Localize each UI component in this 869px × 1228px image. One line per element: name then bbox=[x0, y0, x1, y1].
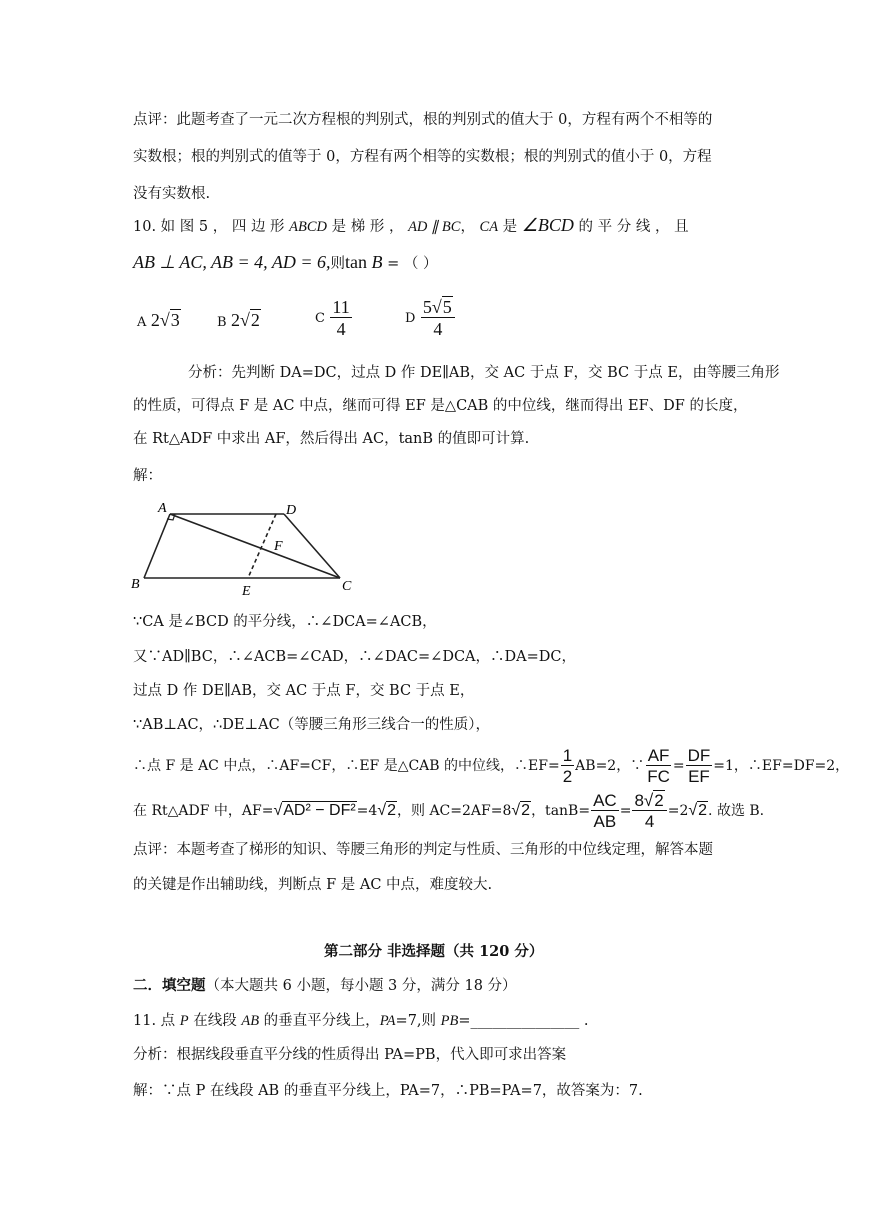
option-c-label: C bbox=[315, 311, 325, 326]
option-c-fraction: $\frac{11}{4}$ bbox=[332, 297, 350, 339]
fraction-half: $\frac{1}{2}$ bbox=[562, 746, 573, 786]
fraction-af-fc: $\frac{AF}{FC}$ bbox=[647, 746, 670, 786]
comment-q10-line2: 的关键是作出辅助线，判断点 F 是 AC 中点，难度较大. bbox=[133, 877, 493, 893]
q10-conditions: AB ⊥ AC, AB = 4, AD = 6, bbox=[133, 252, 331, 272]
step6-text-a: 在 Rt△ADF 中，AF= bbox=[133, 803, 274, 819]
q11-blank: =_______________ . bbox=[458, 1013, 589, 1029]
q10-then: 则 bbox=[330, 256, 345, 272]
option-a-sqrt: √3 bbox=[159, 310, 180, 330]
label-d: D bbox=[286, 503, 297, 518]
step6-text-b: =4 bbox=[356, 803, 378, 819]
q10-stem-line1 bbox=[133, 215, 689, 237]
option-c bbox=[315, 298, 353, 338]
q10-abcd: ABCD bbox=[289, 219, 328, 235]
comment-q10-line1: 点评：本题考查了梯形的知识、等腰三角形的判定与性质、三角形的中位线定理，解答本题 bbox=[133, 842, 713, 858]
q10-stem-d: 是 bbox=[498, 219, 522, 235]
q10-stem-c: ， bbox=[460, 219, 480, 235]
step6-text-g: . 故选 B. bbox=[708, 803, 765, 819]
q11-text-b: 在线段 bbox=[188, 1013, 242, 1029]
q11-pb: PB bbox=[440, 1013, 459, 1029]
q11-text-a: 11. 点 bbox=[133, 1013, 180, 1029]
step6-text-c: ，则 AC=2AF=8 bbox=[397, 803, 512, 819]
comment-q9-line1: 点评：此题考查了一元二次方程根的判别式，根的判别式的值大于 0，方程有两个不相等的 bbox=[133, 112, 713, 128]
step5-text-b: AB=2，∵ bbox=[575, 758, 645, 774]
step6-equals: = bbox=[619, 803, 632, 819]
q10-ca: CA bbox=[479, 219, 499, 235]
solution-step4: ∵AB⊥AC，∴DE⊥AC（等腰三角形三线合一的性质）， bbox=[133, 717, 490, 733]
q10-bracket: = （ ） bbox=[382, 256, 438, 272]
q10-parallel: AD ∥ BC bbox=[408, 219, 461, 235]
q11-stem bbox=[133, 1011, 588, 1031]
fraction-8root2-4: $\frac{8√2}{4}$ bbox=[632, 792, 666, 830]
q11-solution: 解：∵点 P 在线段 AB 的垂直平分线上，PA=7，∴PB=PA=7，故答案为：7. bbox=[133, 1083, 643, 1099]
step5-equals: = bbox=[672, 758, 685, 774]
option-b-sqrt: √2 bbox=[240, 310, 260, 330]
q11-text-d: =7,则 bbox=[395, 1013, 441, 1029]
label-f: F bbox=[274, 539, 283, 554]
step5-text-c: =1，∴EF=DF=2， bbox=[713, 758, 850, 774]
label-c: C bbox=[342, 579, 352, 594]
q10-tan: tan B bbox=[344, 252, 383, 272]
section-heading-rest: （本大题共 6 小题，每小题 3 分，满分 18 分） bbox=[205, 978, 517, 994]
option-a-coef: 2 bbox=[150, 310, 160, 330]
section-heading-bold: 二．填空题 bbox=[133, 977, 206, 994]
step6-text-d: ，tanB= bbox=[531, 803, 591, 819]
option-d bbox=[405, 298, 456, 338]
q11-analysis: 分析：根据线段垂直平分线的性质得出 PA=PB，代入即可求出答案 bbox=[133, 1047, 567, 1063]
q10-stem-e: 的 平 分 线 ， 且 bbox=[573, 219, 689, 235]
q10-stem-line2 bbox=[133, 252, 437, 274]
q11-p: P bbox=[179, 1013, 189, 1029]
step5-text-a: ∴点 F 是 AC 中点，∴AF=CF，∴EF 是△CAB 的中位线，∴EF= bbox=[133, 758, 560, 774]
option-d-fraction: $\frac{5√5}{4}$ bbox=[421, 298, 455, 338]
option-d-label: D bbox=[405, 311, 416, 326]
sqrt-two-1: √2 bbox=[377, 802, 396, 819]
fraction-ac-ab: $\frac{AC}{AB}$ bbox=[593, 791, 617, 831]
label-b: B bbox=[131, 577, 140, 592]
comment-q9-line2: 实数根；根的判别式的值等于 0，方程有两个相等的实数根；根的判别式的值小于 0，方程 bbox=[133, 149, 712, 165]
q10-stem-a: 10. 如 图 5 ， 四 边 形 bbox=[133, 219, 290, 235]
option-b bbox=[217, 310, 261, 331]
sqrt-two-3: √2 bbox=[688, 802, 708, 819]
solution-step6 bbox=[133, 790, 764, 832]
sqrt-af: √AD² − DF² bbox=[273, 802, 356, 819]
label-a: A bbox=[158, 501, 167, 516]
option-b-label: B bbox=[217, 315, 227, 330]
option-a bbox=[137, 310, 181, 331]
q10-stem-b: 是 梯 形 ， bbox=[327, 219, 409, 235]
q11-ab: AB bbox=[241, 1013, 260, 1029]
analysis-line2: 的性质，可得点 F 是 AC 中点，继而可得 EF 是△CAB 的中位线，继而得出 EF、DF 的长度， bbox=[133, 398, 748, 414]
solution-step2: 又∵AD∥BC，∴∠ACB=∠CAD，∴∠DAC=∠DCA，∴DA=DC， bbox=[133, 649, 576, 665]
option-b-coef: 2 bbox=[231, 310, 241, 330]
q11-pa: PA bbox=[379, 1013, 396, 1029]
comment-q9-line3: 没有实数根. bbox=[133, 186, 211, 202]
section-heading bbox=[133, 976, 517, 996]
option-a-label: A bbox=[137, 315, 147, 330]
q11-text-c: 的垂直平分线上， bbox=[259, 1013, 380, 1029]
trapezoid-figure bbox=[128, 498, 358, 598]
label-e: E bbox=[242, 584, 251, 598]
fraction-df-ef: $\frac{DF}{EF}$ bbox=[687, 746, 711, 786]
part-two-title: 第二部分 非选择题（共 120 分） bbox=[324, 943, 544, 960]
solution-step3: 过点 D 作 DE∥AB，交 AC 于点 F，交 BC 于点 E， bbox=[133, 683, 475, 699]
step6-text-f: =2 bbox=[667, 803, 689, 819]
solution-step5 bbox=[133, 746, 849, 786]
analysis-line1: 分析：先判断 DA=DC，过点 D 作 DE∥AB，交 AC 于点 F，交 BC 于点 E，由等腰三角形 bbox=[188, 365, 780, 381]
sqrt-two-2: √2 bbox=[511, 802, 531, 819]
solution-step1: ∵CA 是∠BCD 的平分线，∴∠DCA=∠ACB， bbox=[133, 614, 437, 630]
solution-label: 解： bbox=[133, 468, 162, 484]
q10-angle: ∠BCD bbox=[521, 215, 574, 235]
analysis-line3: 在 Rt△ADF 中求出 AF，然后得出 AC，tanB 的值即可计算. bbox=[133, 431, 530, 447]
